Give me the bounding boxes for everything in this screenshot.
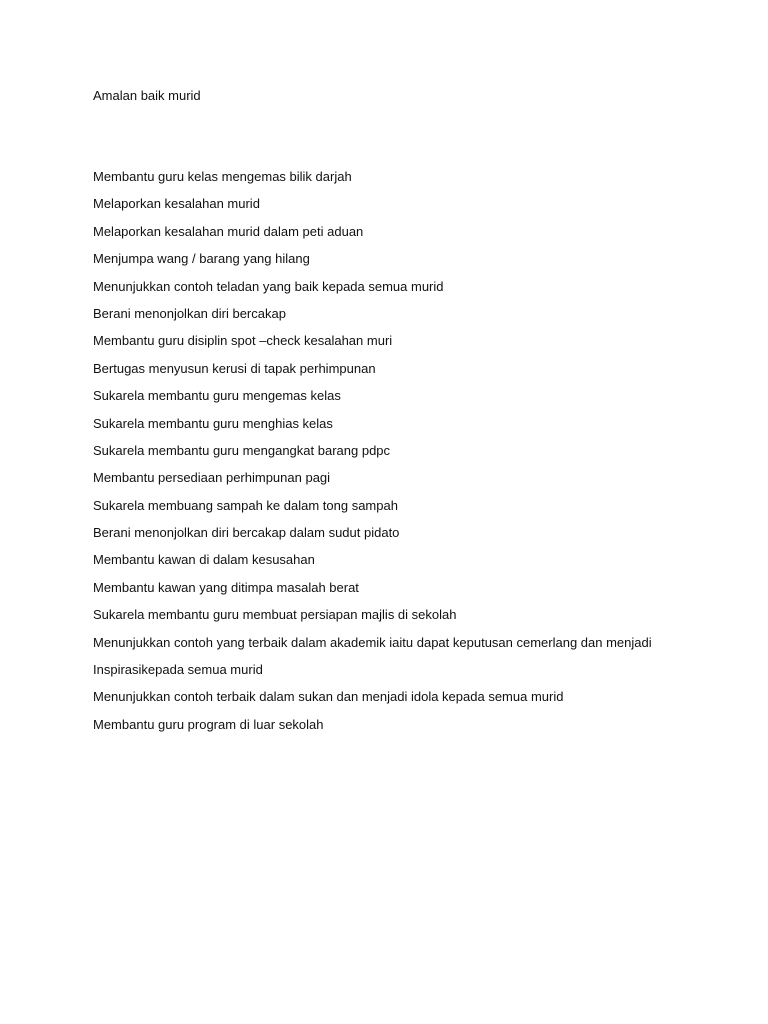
list-item: Inspirasikepada semua murid bbox=[93, 662, 263, 678]
list-item: Sukarela membantu guru mengemas kelas bbox=[93, 388, 341, 404]
list-item: Menunjukkan contoh yang terbaik dalam akademik iaitu dapat keputusan cemerlang dan menjadi bbox=[93, 634, 652, 650]
list-item: Membantu kawan yang ditimpa masalah berat bbox=[93, 579, 359, 595]
list-item: Sukarela membuang sampah ke dalam tong sampah bbox=[93, 497, 398, 513]
list-item: Melaporkan kesalahan murid bbox=[93, 196, 260, 212]
list-item: Menjumpa wang / barang yang hilang bbox=[93, 251, 310, 267]
list-item: Sukarela membantu guru mengangkat barang pdpc bbox=[93, 442, 391, 458]
list-item: Membantu guru disiplin spot –check kesalahan muri bbox=[93, 333, 393, 349]
list-item: Membantu kawan di dalam kesusahan bbox=[93, 552, 315, 568]
list-item: Sukarela membantu guru menghias kelas bbox=[93, 415, 333, 431]
list-item: Menunjukkan contoh teladan yang baik kepada semua murid bbox=[93, 278, 444, 294]
list-item: Berani menonjolkan diri bercakap bbox=[93, 305, 286, 321]
practice-list bbox=[93, 168, 652, 743]
list-item: Bertugas menyusun kerusi di tapak perhimpunan bbox=[93, 360, 376, 376]
list-item: Sukarela membantu guru membuat persiapan majlis di sekolah bbox=[93, 607, 457, 623]
list-item: Membantu guru kelas mengemas bilik darjah bbox=[93, 169, 352, 184]
list-item: Berani menonjolkan diri bercakap dalam sudut pidato bbox=[93, 525, 400, 541]
document-title: Amalan baik murid bbox=[93, 88, 201, 103]
list-item: Melaporkan kesalahan murid dalam peti aduan bbox=[93, 223, 364, 239]
list-item: Menunjukkan contoh terbaik dalam sukan dan menjadi idola kepada semua murid bbox=[93, 689, 564, 705]
list-item: Membantu guru program di luar sekolah bbox=[93, 716, 324, 732]
list-item: Membantu persediaan perhimpunan pagi bbox=[93, 470, 331, 486]
